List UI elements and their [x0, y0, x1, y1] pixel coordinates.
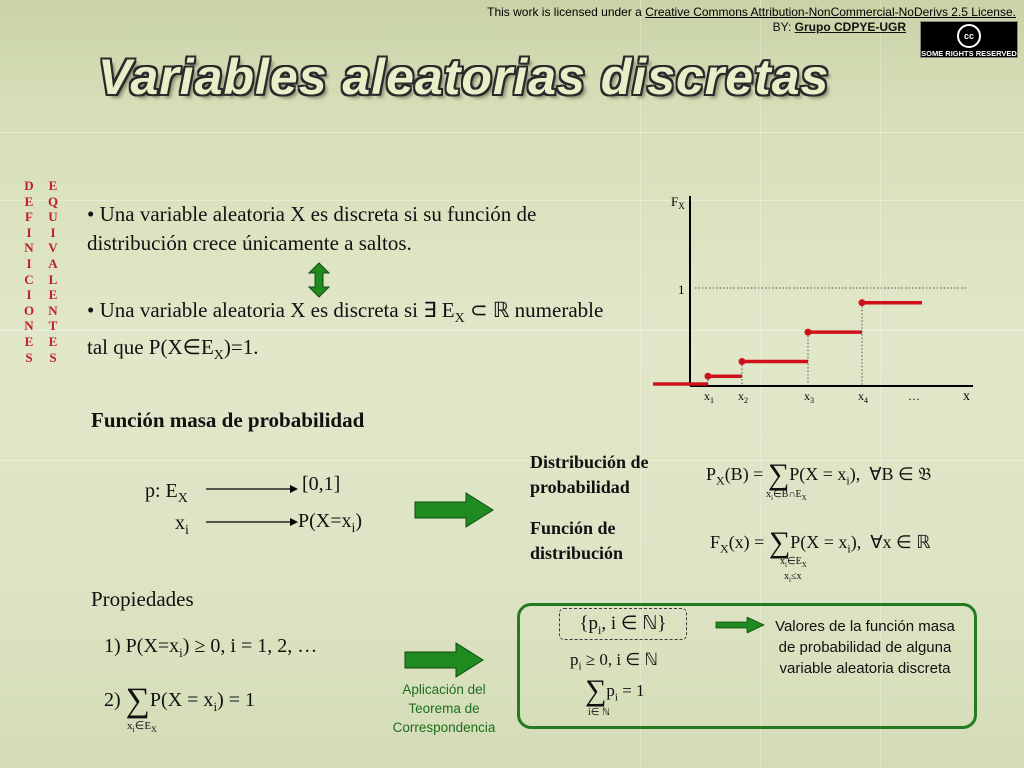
side-right-letter: V	[48, 240, 58, 256]
side-right-letter: S	[49, 349, 57, 365]
side-left-letter: O	[23, 302, 35, 318]
side-left-letter: N	[24, 318, 34, 334]
side-right-letter: L	[48, 271, 58, 287]
side-left-letter: F	[25, 209, 33, 225]
pmf-map-left: p: $E_X$	[145, 480, 188, 506]
definition-2: • Una variable aleatoria X es discreta si ∃ $E_X$ ⊂ ℝ numerable tal que $P(X\in E_X)=1$.	[87, 298, 604, 364]
side-left-letter: I	[26, 287, 32, 303]
formula2-index: $x_i\in E_X$ $x_i\le x$	[780, 556, 807, 584]
big-arrow-icon	[414, 492, 494, 528]
application-note: Aplicación del Teorema de Correspondencia	[392, 682, 496, 735]
formula1-index: $x_i\in B\cap E_X$	[766, 489, 807, 502]
license-link[interactable]: Creative Commons Attribution-NonCommercial-NoDerivs 2.5 License.	[645, 5, 1016, 19]
x-axis-label: x	[963, 389, 970, 404]
x-tick-label: $x_1$	[704, 389, 714, 405]
property-1: 1) $P(X=x_i) \ge 0$, i = 1, 2, …	[104, 635, 318, 660]
side-left-letter: I	[26, 224, 32, 240]
side-left-letter: S	[25, 349, 33, 365]
side-left-letter: E	[24, 333, 34, 349]
license-prefix: This work is licensed under a	[487, 5, 646, 19]
x-tick-labels	[704, 389, 920, 405]
side-right-letter: E	[48, 287, 58, 303]
dist-label-2: Función de distribución	[530, 518, 624, 563]
property-2-index: $x_i\in E_X$	[127, 720, 157, 735]
license-notice	[487, 4, 1016, 20]
sequence-sum-index: i∈ ℕ	[588, 707, 610, 718]
side-left-letter: I	[26, 255, 32, 271]
y-axis-label: $F_X$	[671, 194, 685, 211]
x-tick-label: …	[908, 389, 920, 403]
side-left-letter: D	[24, 178, 34, 193]
pmf-map-right: [0,1]	[302, 473, 341, 495]
side-right-letter: T	[48, 318, 58, 334]
big-arrow-2-icon	[404, 642, 484, 678]
side-right-letter: I	[50, 224, 56, 240]
pmf-row2-left: $x_i$	[175, 512, 189, 538]
definition-1: • Una variable aleatoria X es discreta si su función de distribución crece únicamente a saltos.	[87, 202, 537, 255]
distribution-step-chart	[645, 188, 985, 413]
props-heading: Propiedades	[91, 587, 194, 611]
cc-badge[interactable]	[920, 21, 1018, 58]
sequence-set: {$p_i$, i ∈ ℕ}	[559, 608, 687, 640]
map-arrow-2-icon	[206, 515, 298, 529]
author-link[interactable]: Grupo CDPYE-UGR	[794, 20, 906, 34]
correspondence-arrow-icon	[715, 617, 765, 633]
sequence-condition: $p_i \ge 0$, i ∈ ℕ	[570, 650, 659, 673]
side-right-letter: Q	[47, 193, 59, 209]
cc-badge-text: SOME RIGHTS RESERVED	[921, 49, 1017, 58]
formula-distribution-function: $F_X(x) = \sum P(X = x_i)$, ∀x ∈ ℝ	[710, 526, 931, 559]
side-right-letter: E	[48, 178, 58, 193]
correspondence-description: Valores de la función masa de probabilidad de alguna variable aleatoria discreta	[775, 618, 955, 677]
side-label-equivalentes	[46, 178, 60, 365]
side-right-letter: N	[48, 302, 58, 318]
license-author	[773, 20, 906, 34]
x-tick-label: $x_3$	[804, 389, 814, 405]
side-label-definiciones	[22, 178, 36, 365]
side-right-letter: U	[48, 209, 58, 225]
formula-prob-distribution: $P_X(B) = \sum P(X = x_i)$, ∀B ∈ 𝔅	[706, 458, 932, 491]
side-left-letter: E	[24, 193, 34, 209]
x-tick-label: $x_4$	[858, 389, 868, 405]
side-left-letter: C	[24, 271, 34, 287]
sequence-sum: $\sum p_i = 1$	[585, 674, 645, 707]
map-arrow-1-icon	[206, 482, 298, 496]
property-2: 2) $\sum P(X = x_i) = 1$	[104, 682, 256, 719]
pmf-row2-right: $P(X=x_i)$	[298, 510, 363, 536]
step-segments	[653, 299, 922, 386]
side-right-letter: E	[48, 333, 58, 349]
dist-label-1: Distribución de probabilidad	[530, 452, 649, 497]
x-tick-label: $x_2$	[738, 389, 748, 405]
page-title: Variables aleatorias discretas	[98, 49, 830, 105]
cc-logo-icon: cc	[957, 24, 981, 48]
pmf-heading: Función masa de probabilidad	[91, 408, 365, 432]
side-right-letter: A	[48, 255, 58, 271]
side-left-letter: N	[24, 240, 34, 256]
by-prefix: BY:	[772, 20, 795, 34]
y-one-label: 1	[678, 282, 685, 297]
